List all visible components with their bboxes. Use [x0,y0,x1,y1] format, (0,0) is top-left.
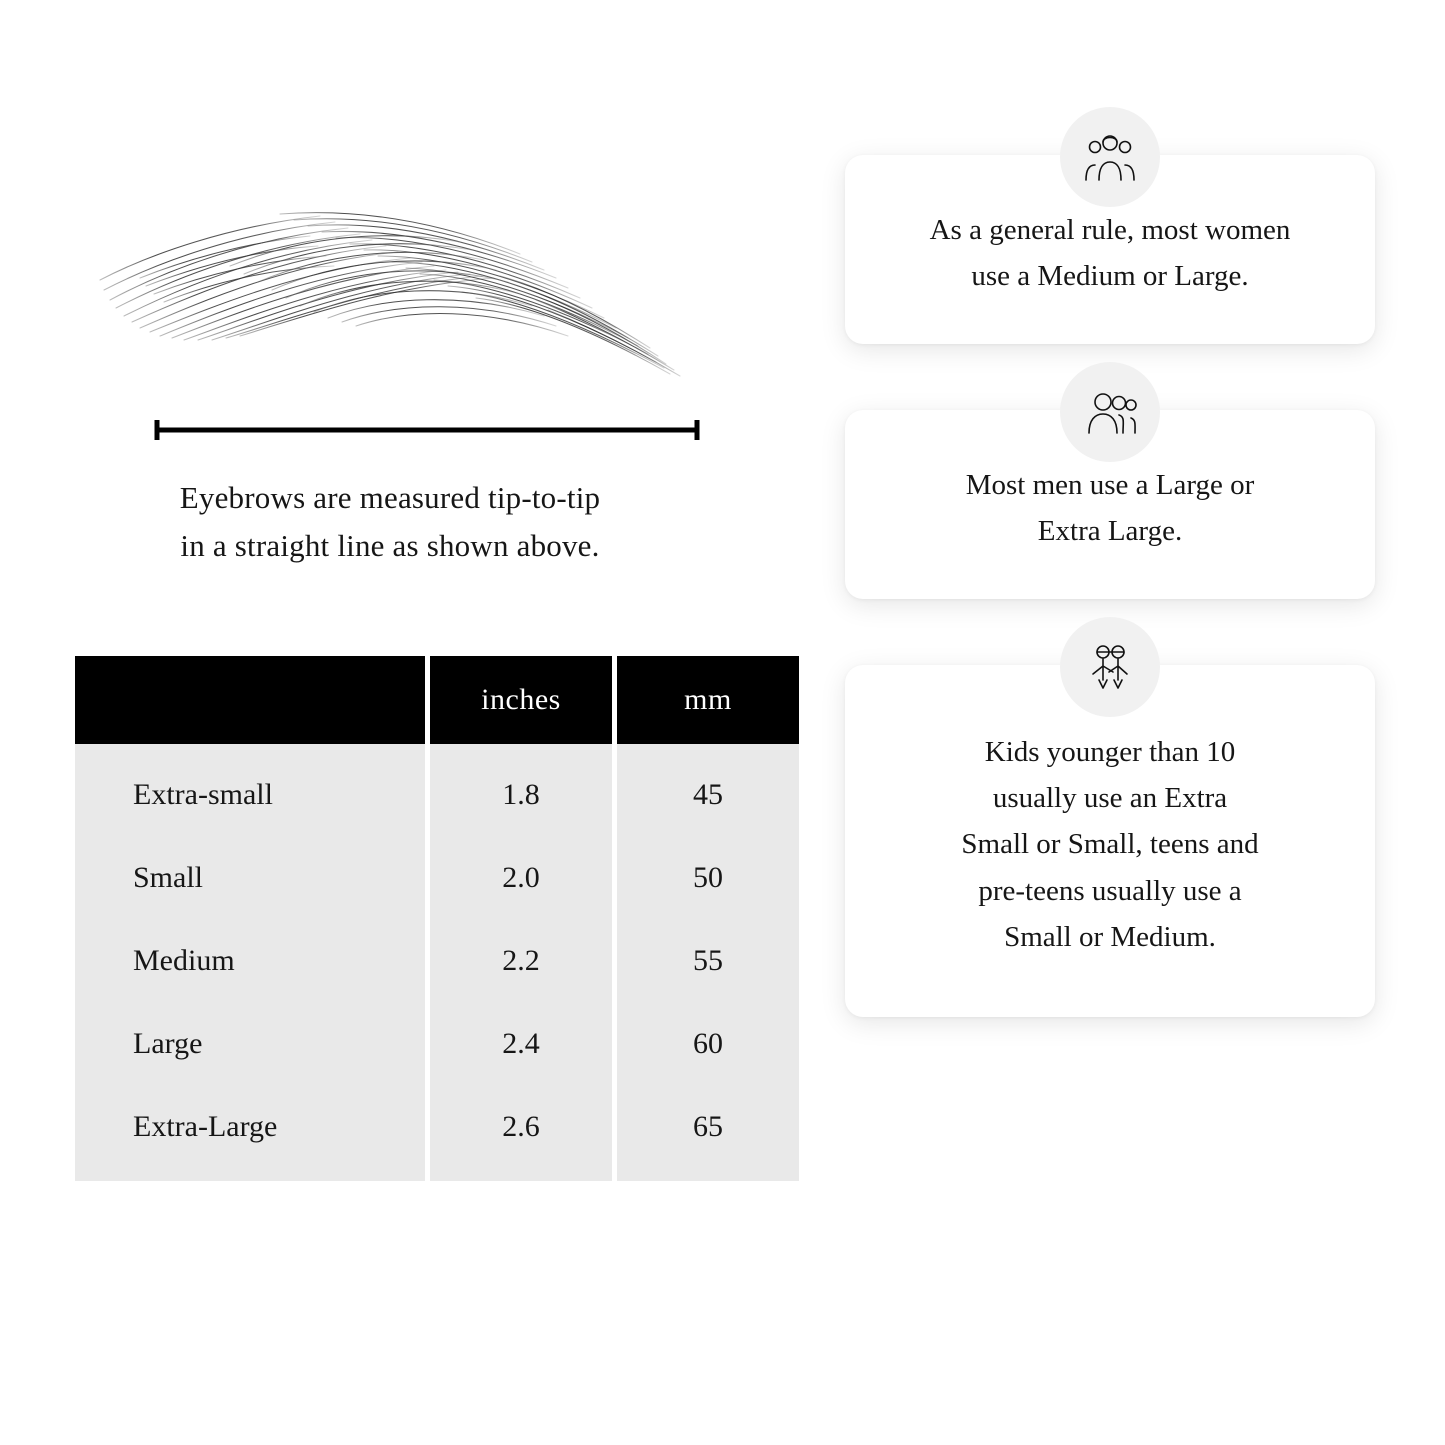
table-row [75,836,799,919]
note-line-5: Small or Medium. [1004,921,1216,954]
header-inches: inches [430,656,612,744]
eyebrow-figure [80,150,720,450]
cell-mm: 60 [617,1002,799,1085]
note-card-men [845,410,1375,599]
tip-to-tip-measurement-bar [152,418,702,442]
cell-inches: 2.6 [430,1085,612,1181]
note-card-kids [845,665,1375,1017]
note-line-2: use a Medium or Large. [971,260,1249,293]
kids-group-icon [1060,617,1160,717]
cell-size: Medium [75,919,425,1002]
men-group-icon [1060,362,1160,462]
size-chart-table [70,656,804,1181]
cell-inches: 2.0 [430,836,612,919]
cell-size: Extra-small [75,744,425,836]
header-size [75,656,425,744]
table-header-row [75,656,799,744]
note-line-1: Most men use a Large or [965,468,1255,501]
measurement-section [70,150,770,1181]
eyebrow-illustration [80,150,720,450]
note-line-3: Small or Small, teens and [961,828,1259,861]
header-mm: mm [617,656,799,744]
note-line-1: Kids younger than 10 [984,735,1236,768]
cell-inches: 1.8 [430,744,612,836]
note-line-4: pre-teens usually use a [978,874,1242,907]
note-line-2: Extra Large. [1037,515,1183,548]
cell-mm: 45 [617,744,799,836]
cell-mm: 55 [617,919,799,1002]
cell-mm: 50 [617,836,799,919]
recommendations-section [845,155,1375,1017]
measurement-caption [70,474,710,570]
note-card-women [845,155,1375,344]
cell-mm: 65 [617,1085,799,1181]
note-line-2: usually use an Extra [992,781,1228,814]
table-row [75,1085,799,1181]
cell-size: Small [75,836,425,919]
caption-line-2: in a straight line as shown above. [180,528,600,564]
table-row [75,744,799,836]
cell-size: Large [75,1002,425,1085]
cell-inches: 2.2 [430,919,612,1002]
note-card-body [845,665,1375,1017]
cell-size: Extra-Large [75,1085,425,1181]
caption-line-1: Eyebrows are measured tip-to-tip [179,480,601,515]
table-row [75,1002,799,1085]
cell-inches: 2.4 [430,1002,612,1085]
table-row [75,919,799,1002]
women-group-icon [1060,107,1160,207]
note-line-1: As a general rule, most women [929,214,1291,246]
